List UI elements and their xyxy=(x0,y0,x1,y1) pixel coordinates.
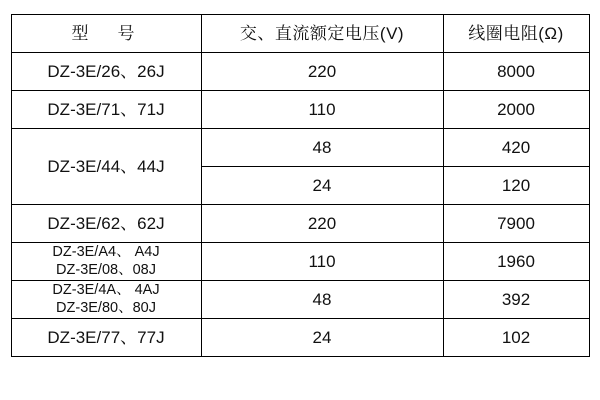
table-row xyxy=(11,91,589,129)
model-line: DZ-3E/71、71J xyxy=(47,99,165,119)
model-line: DZ-3E/62、62J xyxy=(47,213,165,233)
table-row xyxy=(11,205,589,243)
resistance-cell: 420 xyxy=(443,129,589,167)
model-cell xyxy=(11,243,201,281)
column-header-voltage-label: 交、直流额定电压(V) xyxy=(239,23,405,43)
resistance-cell: 392 xyxy=(443,281,589,319)
column-header-model-label: 型 号 xyxy=(71,23,141,43)
model-line: DZ-3E/A4、 A4J xyxy=(52,244,160,261)
table-row xyxy=(11,281,589,319)
model-cell xyxy=(11,205,201,243)
model-line: DZ-3E/44、44J xyxy=(47,156,165,176)
column-header-resistance-label: 线圈电阻(Ω) xyxy=(468,23,564,43)
voltage-cell: 110 xyxy=(201,91,443,129)
voltage-cell: 220 xyxy=(201,53,443,91)
table-header-row xyxy=(11,15,589,53)
model-cell xyxy=(11,281,201,319)
model-cell xyxy=(11,319,201,357)
resistance-cell: 1960 xyxy=(443,243,589,281)
voltage-cell: 110 xyxy=(201,243,443,281)
model-line: DZ-3E/4A、 4AJ xyxy=(52,282,160,299)
resistance-cell: 8000 xyxy=(443,53,589,91)
voltage-cell: 24 xyxy=(201,167,443,205)
column-header-resistance xyxy=(443,15,589,53)
resistance-cell: 7900 xyxy=(443,205,589,243)
voltage-cell: 24 xyxy=(201,319,443,357)
voltage-cell: 220 xyxy=(201,205,443,243)
resistance-cell: 102 xyxy=(443,319,589,357)
resistance-cell: 2000 xyxy=(443,91,589,129)
model-line: DZ-3E/80、80J xyxy=(56,299,156,316)
column-header-model xyxy=(11,15,201,53)
table-row xyxy=(11,319,589,357)
column-header-voltage xyxy=(201,15,443,53)
model-line: DZ-3E/77、77J xyxy=(47,327,165,347)
voltage-cell: 48 xyxy=(201,281,443,319)
model-line: DZ-3E/08、08J xyxy=(56,261,156,278)
model-line: DZ-3E/26、26J xyxy=(47,61,165,81)
model-cell xyxy=(11,91,201,129)
table-row xyxy=(11,129,589,167)
model-cell xyxy=(11,129,201,205)
resistance-cell: 120 xyxy=(443,167,589,205)
specification-table xyxy=(11,14,590,357)
table-row xyxy=(11,243,589,281)
model-cell xyxy=(11,53,201,91)
table-row xyxy=(11,53,589,91)
voltage-cell: 48 xyxy=(201,129,443,167)
